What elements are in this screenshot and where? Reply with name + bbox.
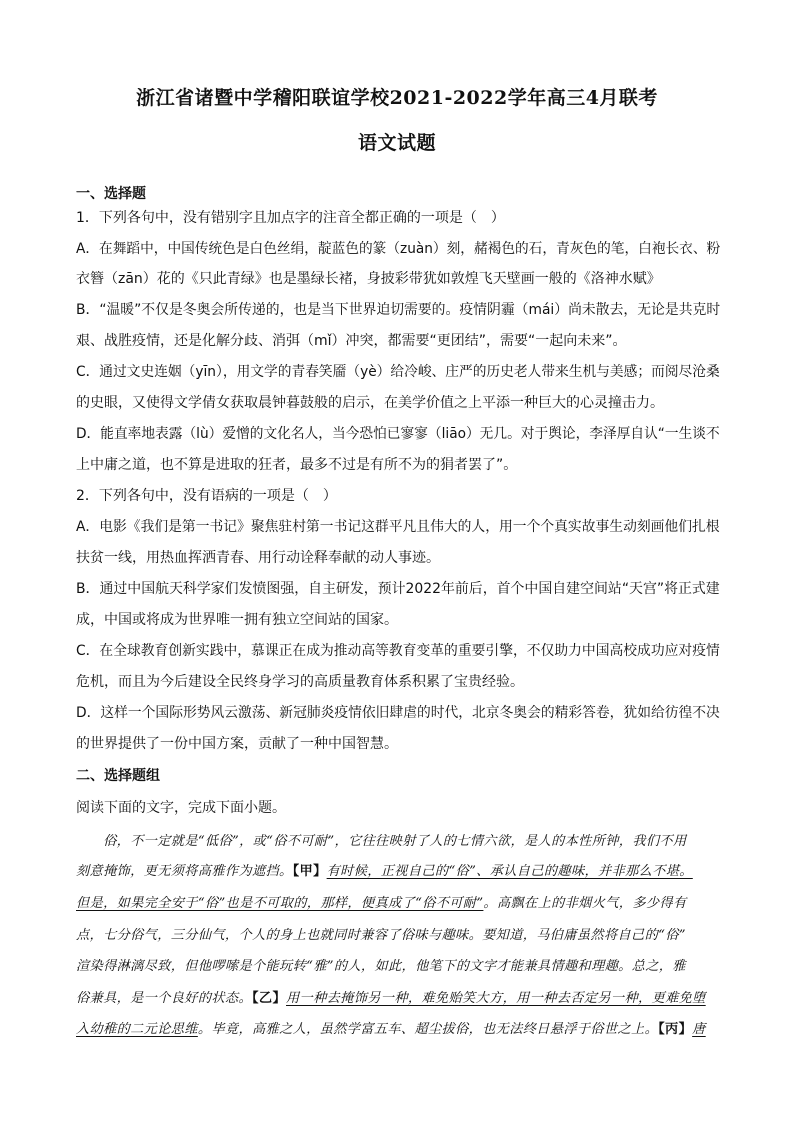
question-1-option-b-line1: B．“温暖”不仅是冬奥会所传递的，也是当下世界迫切需要的。疫情阴霾（mái）尚未散去，无论是共克时 [76,302,721,318]
passage-line-2 [76,860,693,879]
section-heading-choice: 一、选择题 [76,186,146,202]
passage-text: 。毕竟，高雅之人，虽然学富五车、超尘拔俗，也无法终日悬浮于俗世之上。 [197,1022,659,1037]
question-2-option-d-line2: 的世界提供了一份中国方案，贡献了一种中国智慧。 [76,736,398,752]
question-2-option-c-line1: C．在全球教育创新实践中，慕课正在成为推动高等教育变革的重要引擎，不仅助力中国高校成功应对疫情 [76,643,720,659]
question-1-option-c-line2: 的史眼，又使得文学倩女获取晨钟暮鼓般的启示，在美学价值之上平添一种巨大的心灵撞击力。 [76,395,664,411]
passage-line-3 [76,892,686,911]
underlined-passage: 有时候，正视自己的“俗”、承认自己的趣味，并非那么不堪。 [326,864,693,879]
passage-marker-yi: 【乙】 [252,991,287,1006]
underlined-passage: 但是，如果完全安于“俗”也是不可取的，那样，便真成了“俗不可耐” [76,896,484,911]
reading-instruction: 阅读下面的文字，完成下面小题。 [76,800,286,816]
page-subtitle: 语文试题 [357,132,436,154]
passage-marker-jia: 【甲】 [292,864,327,879]
question-1-option-d-line1: D．能直率地表露（lù）爱憎的文化名人，当今恐怕已寥寥（liāo）无几。对于舆论，李泽厚自认“一生谈不 [76,426,720,442]
passage-line-6 [76,987,706,1006]
passage-marker-bing: 【丙】 [658,1022,693,1037]
question-2-option-b-line2: 成，中国或将成为世界唯一拥有独立空间站的国家。 [76,612,398,628]
question-1-option-a-line1: A．在舞蹈中，中国传统色是白色丝绢，靛蓝色的篆（zuàn）刻，赭褐色的石，青灰色的笔，白袍长衣、粉 [76,241,721,257]
question-1-option-d-line2: 上中庸之道，也不算是进取的狂者，最多不过是有所不为的狷者罢了”。 [76,457,518,473]
underlined-passage: 唐 [692,1022,706,1037]
question-2-stem: 2．下列各句中，没有语病的一项是（ ） [76,488,337,504]
passage-line-7 [76,1018,706,1037]
question-2-option-c-line2: 危机，而且为今后建设全民终身学习的高质量教育体系积累了宝贵经验。 [76,674,524,690]
question-1-option-c-line1: C．通过文史连姻（yīn），用文学的青春笑靥（yè）给冷峻、庄严的历史老人带来生机与美感；而阅尽沧桑 [76,364,720,380]
question-1-option-b-line2: 艰、战胜疫情，还是化解分歧、消弭（mǐ）冲突，都需要“更团结”，需要“一起向未来”。 [76,333,627,349]
section-heading-group: 二、选择题组 [76,768,160,784]
question-2-option-b-line1: B．通过中国航天科学家们发愤图强，自主研发，预计2022年前后，首个中国自建空间站“天宫”将正式建 [76,581,720,597]
question-1-option-a-line2: 衣簪（zān）花的《只此青绿》也是墨绿长褚，身披彩带犹如敦煌飞天壁画一般的《洛神水赋》 [76,271,661,287]
question-2-option-a-line1: A．电影《我们是第一书记》聚焦驻村第一书记这群平凡且伟大的人，用一个个真实故事生动刻画他们扎根 [76,519,720,535]
question-2-option-d-line1: D．这样一个国际形势风云激荡、新冠肺炎疫情依旧肆虐的时代，北京冬奥会的精彩答卷，犹如给彷徨不决 [76,705,720,721]
passage-text: 刻意掩饰，更无须将高雅作为遮挡。 [76,864,293,879]
passage-line-1: 俗，不一定就是“低俗”，或“俗不可耐”，它往往映射了人的七情六欲，是人的本性所钟，我们不用 [76,834,687,849]
passage-text: 俗兼具，是一个良好的状态。 [76,991,252,1006]
page-title: 浙江省诸暨中学稽阳联谊学校2021-2022学年高三4月联考 [136,87,658,109]
underlined-passage: 入幼稚的二元论思维 [76,1022,198,1037]
question-1-stem: 1．下列各句中，没有错别字且加点字的注音全都正确的一项是（ ） [76,210,505,226]
question-2-option-a-line2: 扶贫一线，用热血挥洒青春、用行动诠释奉献的动人事迹。 [76,550,440,566]
passage-line-4: 点，七分俗气，三分仙气，个人的身上也就同时兼容了俗味与趣味。要知道，马伯庸虽然将自己的“俗” [76,928,686,943]
passage-text: 。高飘在上的非烟火气，多少得有 [483,896,687,911]
underlined-passage: 用一种去掩饰另一种，难免贻笑大方，用一种去否定另一种，更难免堕 [286,991,706,1006]
passage-line-5: 渲染得淋漓尽致，但他啰嗦是个能玩转“雅”的人，如此，他笔下的文字才能兼具情趣和理趣。总之，雅 [76,959,686,974]
